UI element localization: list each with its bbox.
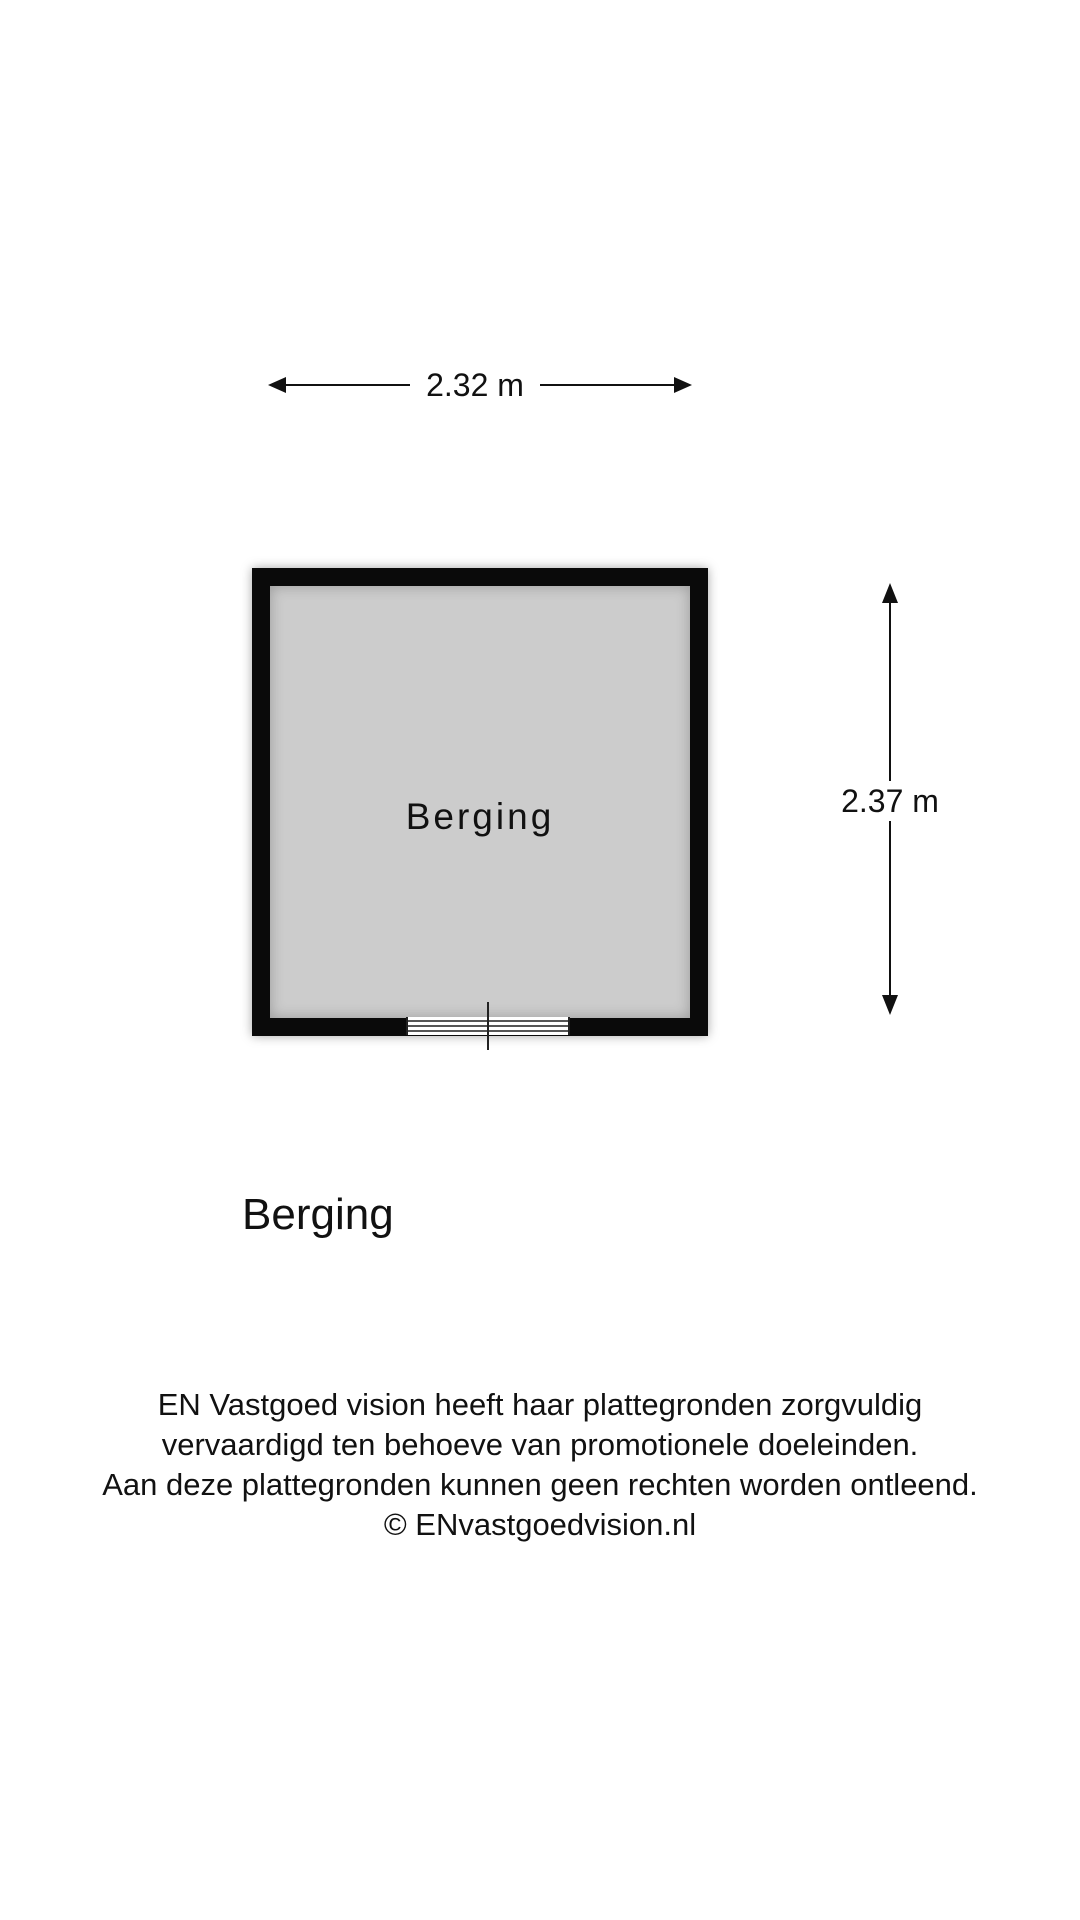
disclaimer-line: EN Vastgoed vision heeft haar plattegronden zorgvuldig — [157, 1387, 923, 1422]
width-dimension — [268, 365, 692, 405]
disclaimer-line: Aan deze plattegronden kunnen geen rechten worden ontleend. — [102, 1467, 978, 1502]
arrow-down-icon — [882, 995, 898, 1015]
room-label: Berging — [405, 796, 555, 837]
arrow-right-icon — [674, 377, 692, 393]
copyright-line: © ENvastgoedvision.nl — [383, 1507, 697, 1542]
disclaimer-line: vervaardigd ten behoeve van promotionele doeleinden. — [161, 1427, 919, 1462]
width-dimension-label: 2.32 m — [410, 365, 540, 405]
door-stile — [487, 1002, 489, 1050]
room-berging — [252, 568, 708, 1036]
arrow-up-icon — [882, 583, 898, 603]
floor-title: Berging — [242, 1190, 394, 1239]
arrow-left-icon — [268, 377, 286, 393]
height-dimension-label: 2.37 m — [820, 781, 960, 821]
disclaimer — [0, 1385, 1080, 1545]
